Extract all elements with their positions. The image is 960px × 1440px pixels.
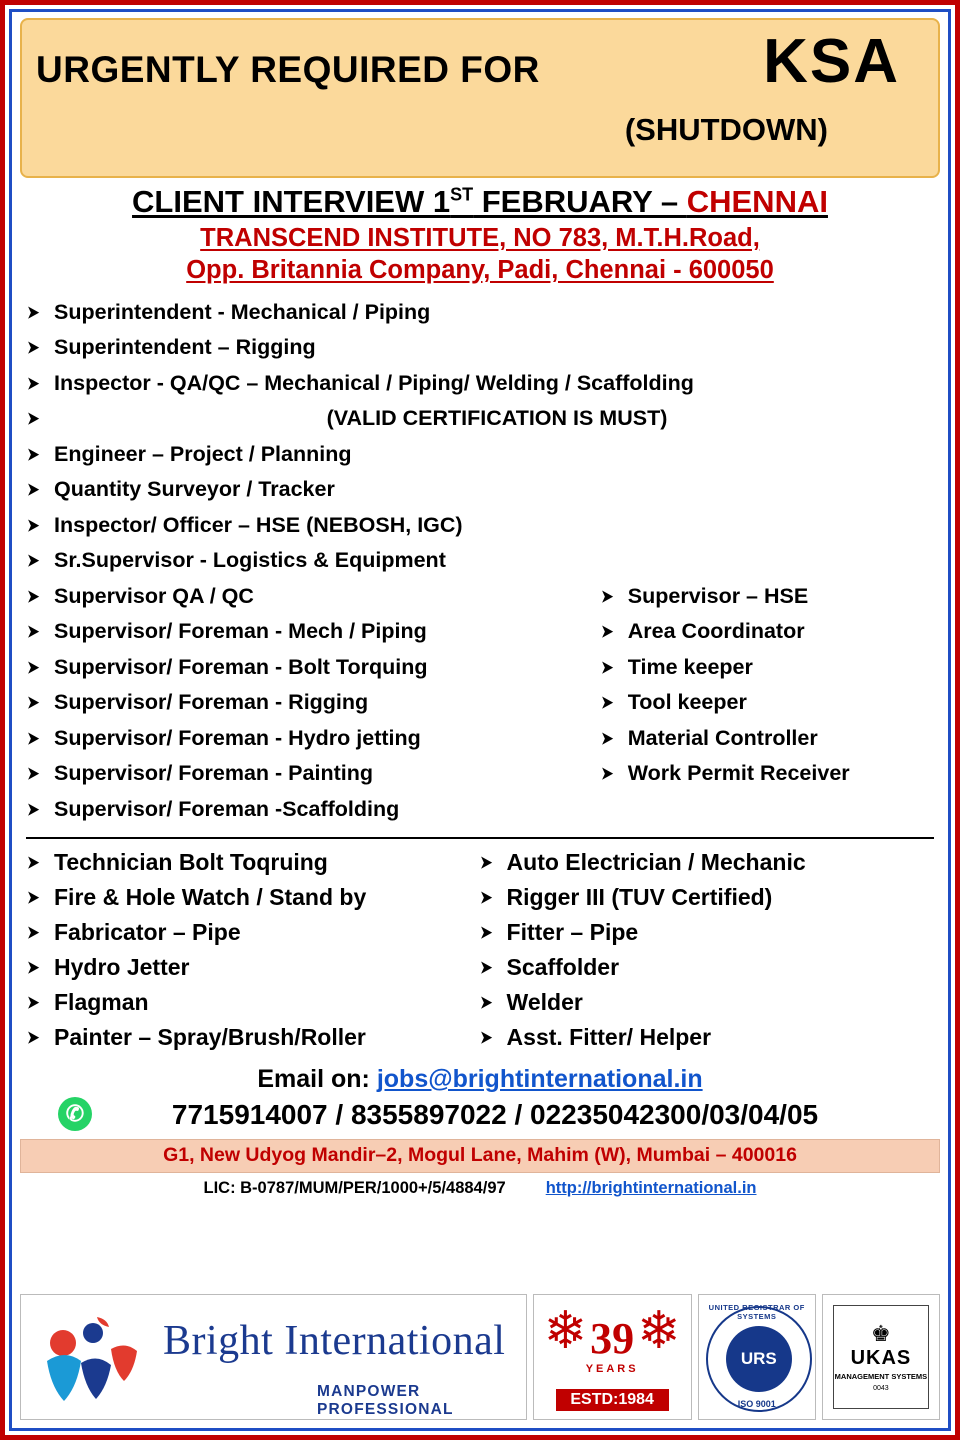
interview-line <box>20 184 940 220</box>
list-item: ➤ Asst. Fitter/ Helper <box>473 1020 940 1055</box>
list-item: ➤ Painter – Spray/Brush/Roller <box>20 1020 473 1055</box>
inner-frame <box>9 9 951 1431</box>
list-item: ➤ Auto Electrician / Mechanic <box>473 845 940 880</box>
email-row <box>20 1065 940 1094</box>
list-item: ➤ Fabricator – Pipe <box>20 915 473 950</box>
interview-ordinal: ST <box>450 184 474 205</box>
bright-international-logo-icon <box>37 1309 157 1409</box>
iso-standard-label: ISO 9001 <box>737 1399 776 1409</box>
ukas-badge <box>822 1294 940 1420</box>
urs-monogram: URS <box>726 1326 792 1392</box>
venue-line-1: TRANSCEND INSTITUTE, NO 783, M.T.H.Road, <box>200 224 760 252</box>
list-item: ➤ Time keeper <box>594 650 940 686</box>
list-item: ➤ Welder <box>473 985 940 1020</box>
interview-middle: FEBRUARY – <box>473 184 687 219</box>
ukas-subtitle: MANAGEMENT SYSTEMS <box>834 1371 928 1381</box>
years-established: ESTD:1984 <box>556 1389 669 1411</box>
positions-list-left <box>20 579 594 828</box>
positions2-column-right <box>473 845 940 1055</box>
list-item: ➤ Area Coordinator <box>594 614 940 650</box>
list-item: ➤ Superintendent - Mechanical / Piping <box>20 295 940 331</box>
list-item: ➤ Tool keeper <box>594 685 940 721</box>
list-item: ➤ Hydro Jetter <box>20 950 473 985</box>
list-item: ➤ Scaffolder <box>473 950 940 985</box>
email-label: Email on: <box>257 1065 370 1094</box>
laurel-right-icon: ❄ <box>637 1302 681 1360</box>
urs-certification-badge <box>698 1294 816 1420</box>
list-item: ➤ Engineer – Project / Planning <box>20 437 940 473</box>
positions-list-2-right <box>473 845 940 1055</box>
positions-section-1 <box>20 295 940 828</box>
footer-logos <box>20 1294 940 1422</box>
list-item: ➤ Superintendent – Rigging <box>20 330 940 366</box>
list-item: ➤ Fire & Hole Watch / Stand by <box>20 880 473 915</box>
brand-logo-box <box>20 1294 527 1420</box>
years-badge <box>533 1294 692 1420</box>
urs-top-text: UNITED REGISTRAR OF SYSTEMS <box>708 1303 805 1321</box>
header-title: URGENTLY REQUIRED FOR <box>36 49 540 90</box>
laurel-left-icon: ❄ <box>543 1302 588 1360</box>
positions-list-right <box>594 579 940 792</box>
certification-note: ➤ (VALID CERTIFICATION IS MUST) <box>20 401 940 437</box>
list-item: ➤ Supervisor – HSE <box>594 579 940 615</box>
office-address: G1, New Udyog Mandir–2, Mogul Lane, Mahim (W), Mumbai – 400016 <box>20 1139 940 1173</box>
list-item: ➤ Flagman <box>20 985 473 1020</box>
email-link[interactable]: jobs@brightinternational.in <box>376 1065 703 1094</box>
positions-column-left <box>20 579 594 828</box>
ukas-name: UKAS <box>850 1346 912 1369</box>
whatsapp-icon: ✆ <box>58 1097 92 1131</box>
list-item: ➤ Supervisor/ Foreman - Hydro jetting <box>20 721 594 757</box>
brand-tagline: MANPOWER PROFESSIONAL <box>317 1383 454 1418</box>
positions2-column-left <box>20 845 473 1055</box>
positions-two-column <box>20 579 940 828</box>
license-number: LIC: B-0787/MUM/PER/1000+/5/4884/97 <box>203 1179 506 1198</box>
header-banner <box>20 18 940 178</box>
list-item: ➤ Supervisor/ Foreman - Bolt Torquing <box>20 650 594 686</box>
list-item: ➤ Supervisor QA / QC <box>20 579 594 615</box>
interview-prefix: CLIENT INTERVIEW 1 <box>132 184 451 219</box>
list-item: ➤ Supervisor/ Foreman -Scaffolding <box>20 792 594 828</box>
years-number: 39 <box>590 1314 635 1363</box>
brand-name: Bright International <box>163 1318 506 1364</box>
list-item: ➤ Fitter – Pipe <box>473 915 940 950</box>
license-row <box>20 1179 940 1198</box>
header-subtitle: (SHUTDOWN) <box>624 112 828 147</box>
list-item: ➤ Supervisor/ Foreman - Mech / Piping <box>20 614 594 650</box>
positions-column-right <box>594 579 940 828</box>
list-item: ➤ Sr.Supervisor - Logistics & Equipment <box>20 543 940 579</box>
ukas-number: 0043 <box>873 1384 889 1392</box>
list-item: ➤ Supervisor/ Foreman - Rigging <box>20 685 594 721</box>
phone-numbers: 7715914007 / 8355897022 / 02235042300/03/04/05 <box>171 1099 819 1131</box>
phone-row <box>20 1099 940 1131</box>
list-item: ➤ Material Controller <box>594 721 940 757</box>
website-link[interactable]: http://brightinternational.in <box>545 1179 757 1198</box>
venue-block <box>20 223 940 287</box>
list-item: ➤ Quantity Surveyor / Tracker <box>20 472 940 508</box>
interview-city: CHENNAI <box>686 184 828 219</box>
positions-list-top <box>20 295 940 579</box>
urs-seal-icon <box>706 1306 812 1412</box>
years-word: YEARS <box>585 1363 639 1375</box>
header-country: KSA <box>763 27 900 96</box>
venue-line-2: Opp. Britannia Company, Padi, Chennai - 600050 <box>186 255 774 284</box>
section-divider <box>26 837 934 839</box>
positions-list-2-left <box>20 845 473 1055</box>
crown-icon: ♚ <box>871 1320 891 1346</box>
list-item: ➤ Technician Bolt Toqruing <box>20 845 473 880</box>
list-item: ➤ Work Permit Receiver <box>594 756 940 792</box>
positions-section-2 <box>20 845 940 1055</box>
list-item: ➤ Rigger III (TUV Certified) <box>473 880 940 915</box>
list-item: ➤ Inspector/ Officer – HSE (NEBOSH, IGC) <box>20 508 940 544</box>
list-item: ➤ Inspector - QA/QC – Mechanical / Piping/ Welding / Scaffolding <box>20 366 940 402</box>
ukas-frame <box>833 1305 929 1409</box>
list-item: ➤ Supervisor/ Foreman - Painting <box>20 756 594 792</box>
